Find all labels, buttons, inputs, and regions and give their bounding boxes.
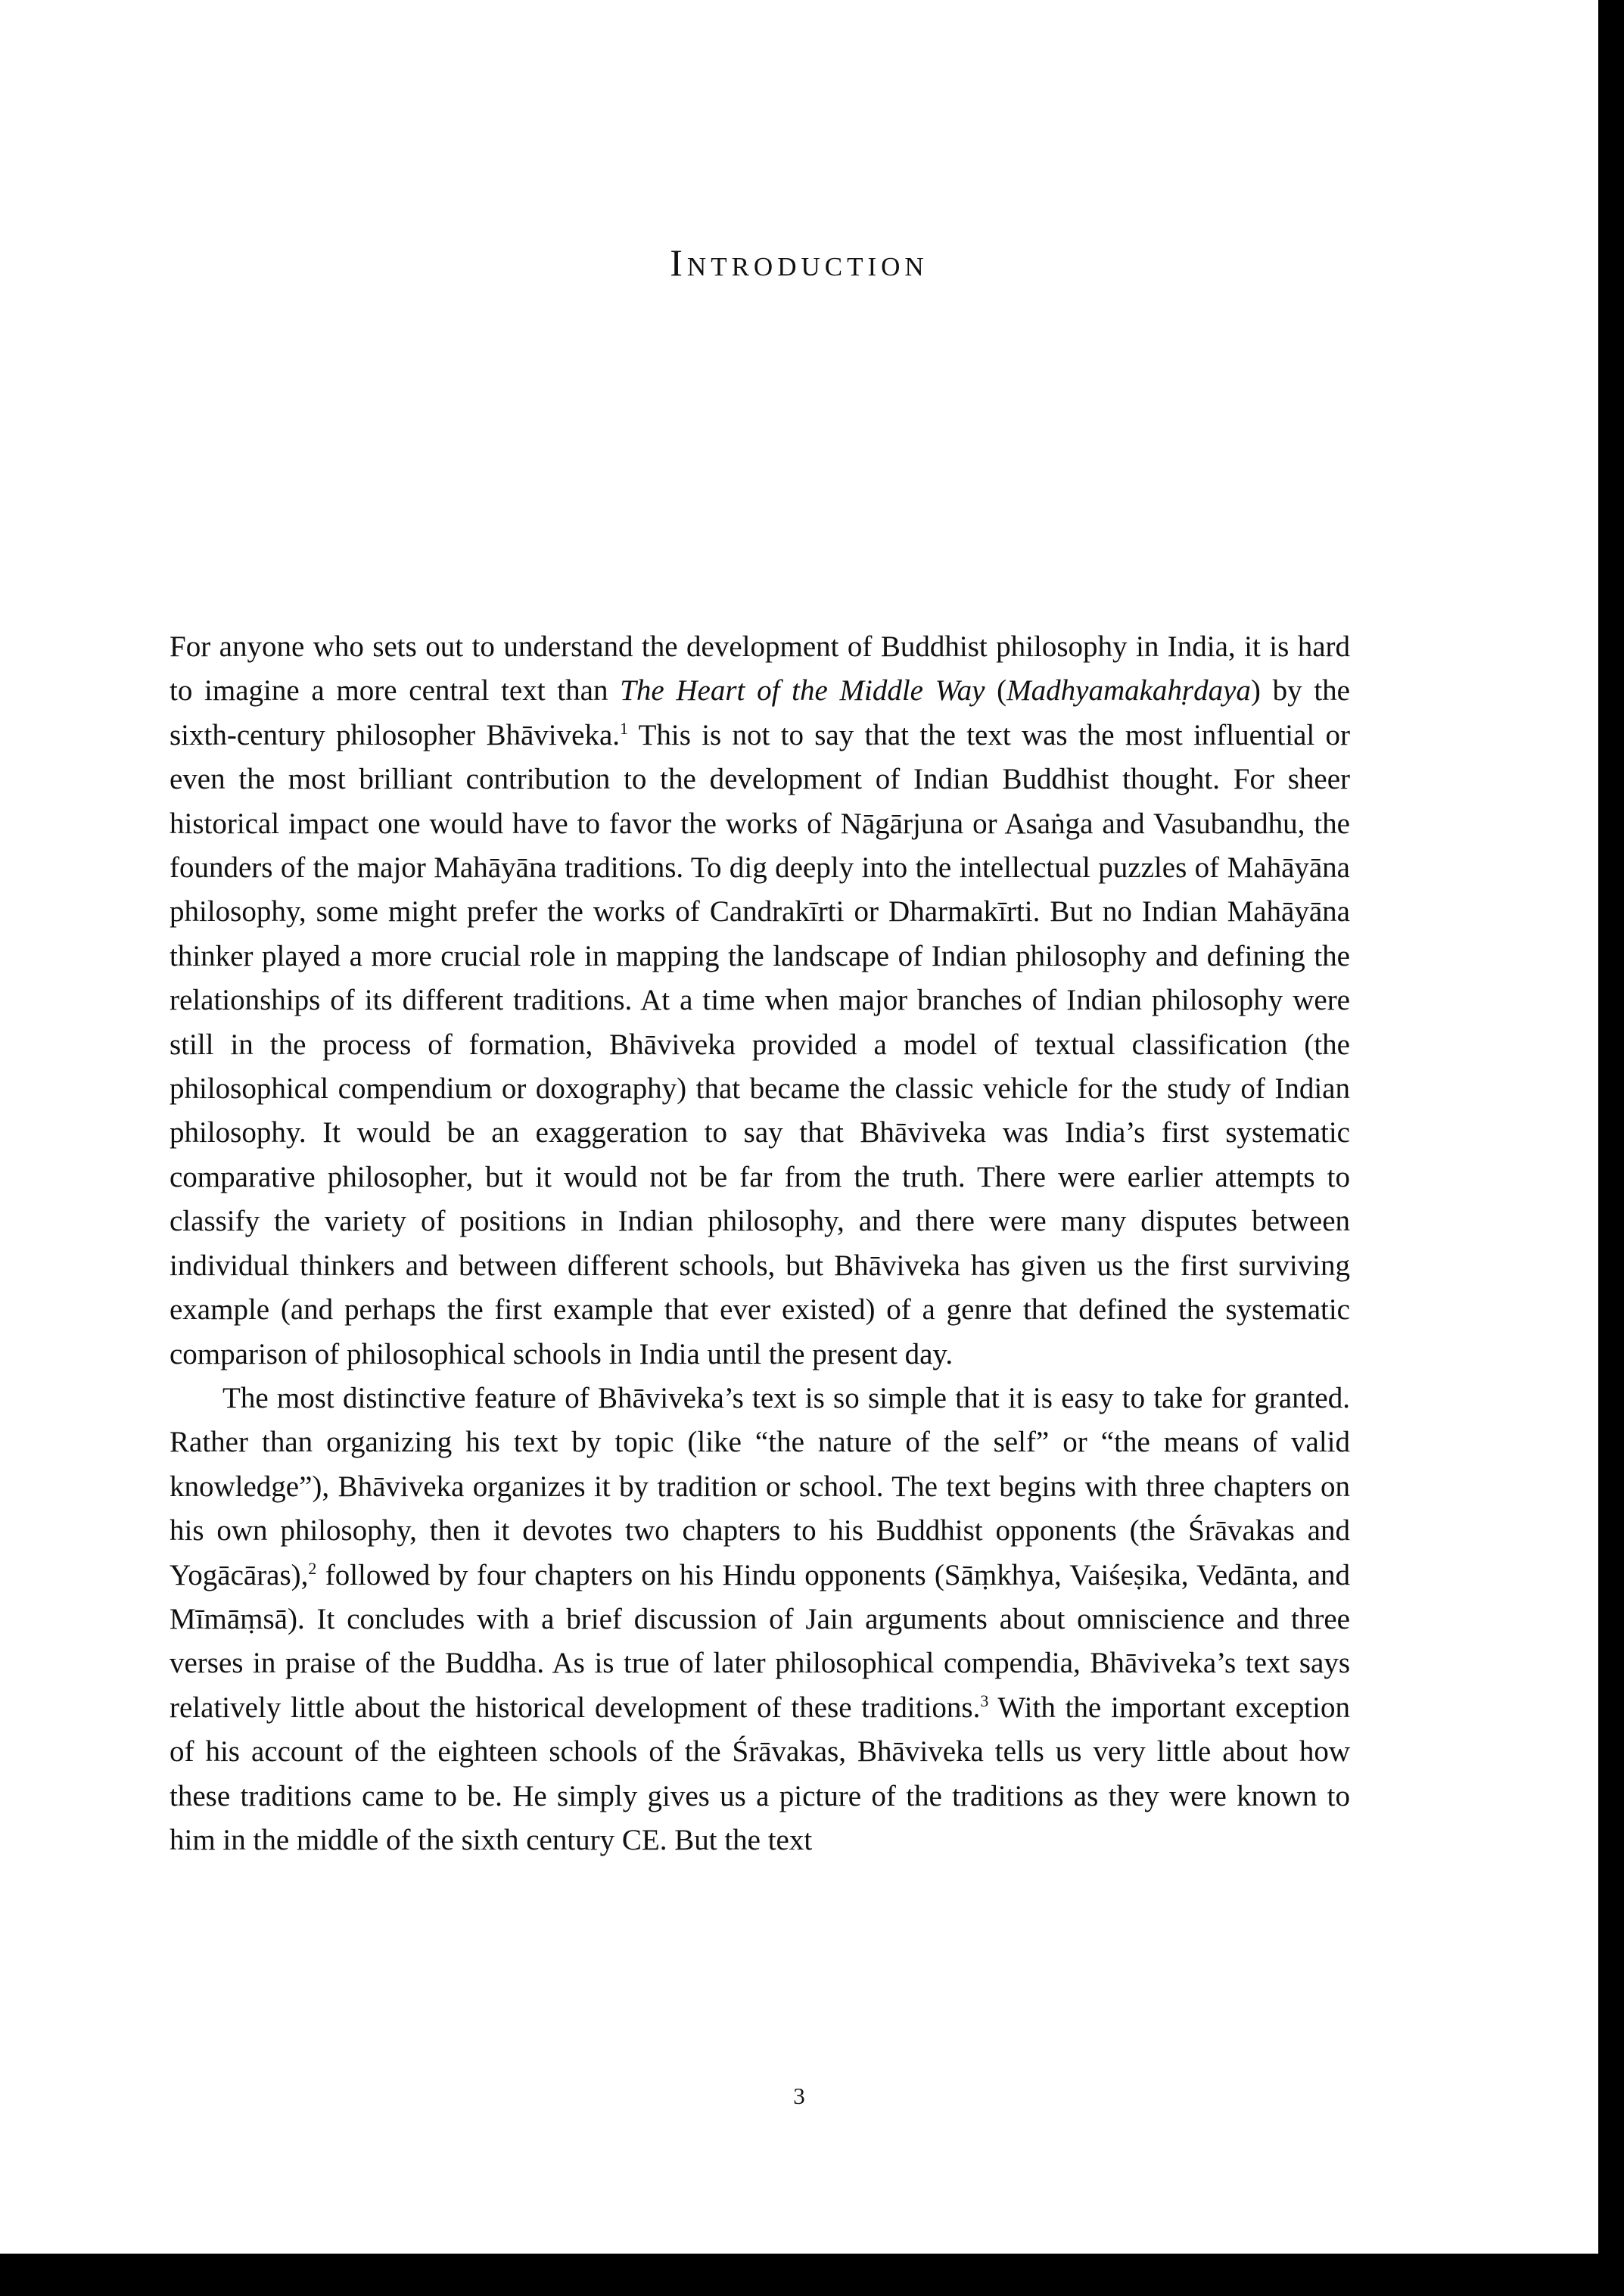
paragraph-1-text-d: This is not to say that the text was the most influential or even the most brilliant contribution to the development of Indian Buddhist thought. For sheer historical impact one would have to favor the works of Nāgārjuna or Asaṅga and Vasubandhu, the founders of the major Mahāyāna traditions. To dig deeply into the intellectual puzzles of Mahāyāna philosophy, some might prefer the works of Candrakīrti or Dharmakīrti. But no Indian Mahāyāna thinker played a more crucial role in mapping the landscape of Indian philosophy and defining the relationships of its different traditions. At a time when major branches of Indian philosophy were still in the process of formation, Bhāviveka provided a model of textual classification (the philosophical compendium or doxography) that became the classic vehicle for the study of Indian philosophy. It would be an exaggeration to say that Bhāviveka was India’s first systematic comparative philosopher, but it would not be far from the truth. There were earlier attempts to classify the variety of positions in Indian philosophy, and there were many disputes between individual thinkers and between different schools, but Bhāviveka has given us the first surviving example (and perhaps the first example that ever existed) of a genre that defined the systematic comparison of philosophical schools in India until the present day.	[170, 718, 1350, 1370]
chapter-heading: Introduction	[670, 241, 929, 284]
work-title: The Heart of the Middle Way	[620, 674, 985, 708]
paragraph-1	[170, 625, 1350, 1377]
paragraph-2-text-c: With the important exception of his account of the eighteen schools of the Śrāvakas, Bhāviveka tells us very little about how these traditions came to be. He simply gives us a picture of the traditions as they were known to him in the middle of the sixth century CE. But the text	[170, 1691, 1350, 1856]
paragraph-1-text-b: (	[985, 674, 1007, 708]
paragraph-2	[170, 1377, 1350, 1862]
footnote-ref-2: 2	[308, 1558, 317, 1578]
paragraph-1-text-a: For anyone who sets out to understand the development of Buddhist philosophy in India, it is hard to imagine a more central text than	[170, 630, 1350, 708]
work-sanskrit-title: Madhyamakahṛdaya	[1006, 674, 1251, 708]
paragraph-2-text-a: The most distinctive feature of Bhāviveka’s text is so simple that it is easy to take for granted. Rather than organizing his text by topic (like “the nature of the self” or “the means of valid knowledge”), Bhāviveka organizes it by tradition or school. The text begins with three chapters on his own philosophy, then it devotes two chapters to his Buddhist opponents (the Śrāvakas and Yogācāras),	[170, 1381, 1350, 1591]
paragraph-2-text-b: followed by four chapters on his Hindu opponents (Sāṃkhya, Vaiśeṣika, Vedānta, and Mīmāṃsā). It concludes with a brief discussion of Jain arguments about omniscience and three verses in praise of the Buddha. As is true of later philosophical compendia, Bhāviveka’s text says relatively little about the historical development of these traditions.	[170, 1558, 1350, 1724]
body-text	[170, 625, 1350, 1862]
page-number: 3	[793, 2083, 805, 2109]
paragraph-1-text-c: ) by the sixth-century philosopher Bhāviveka.	[170, 674, 1350, 751]
footnote-ref-3: 3	[980, 1691, 989, 1710]
footnote-ref-1: 1	[620, 718, 629, 738]
